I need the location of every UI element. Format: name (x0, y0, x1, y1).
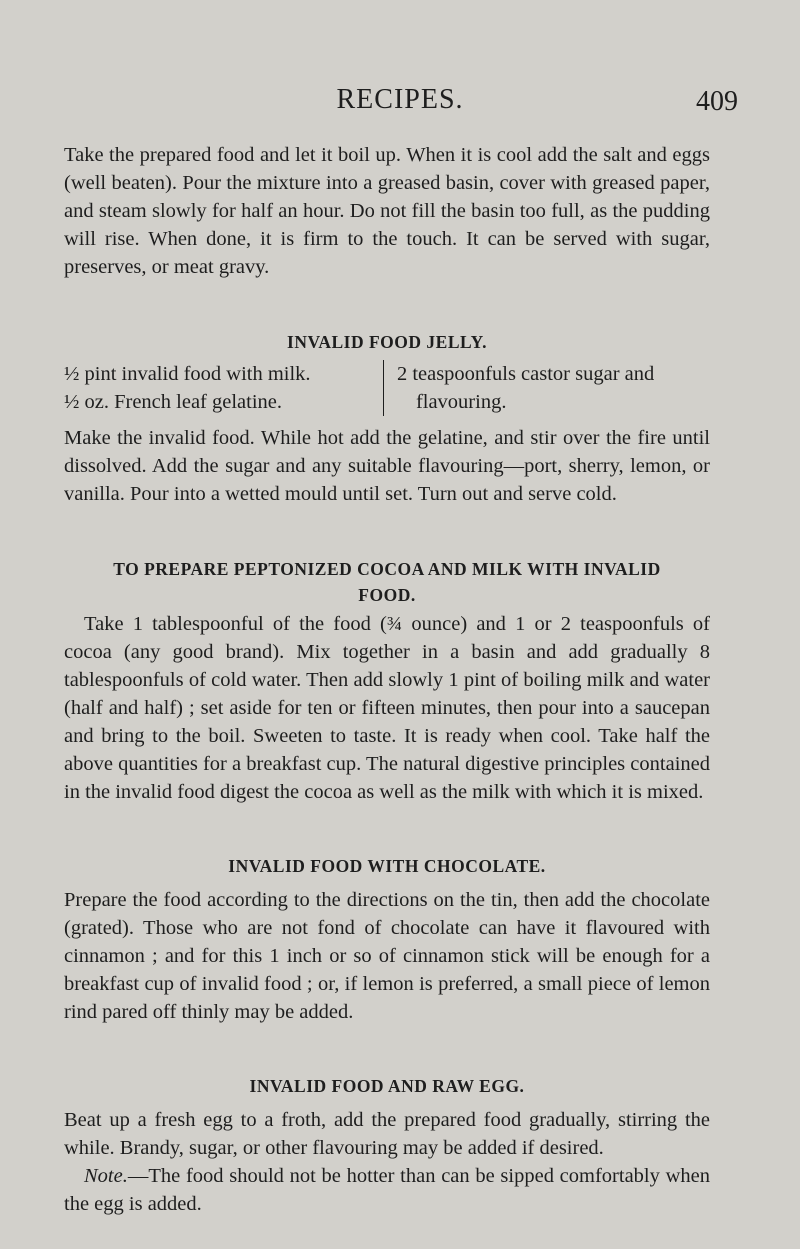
recipe-invalid-food-raw-egg (64, 1073, 710, 1218)
ingredient-item: ½ pint invalid food with milk. (64, 363, 311, 385)
section-title: INVALID FOOD WITH CHOCOLATE. (228, 856, 546, 876)
section-title: INVALID FOOD JELLY. (287, 332, 487, 352)
page-header (0, 84, 800, 124)
intro-paragraph: Take the prepared food and let it boil up. When it is cool add the salt and eggs (well beaten). Pour the mixture into a greased basin, cover with greased paper, and steam slowly for half an hour. Do not fill the basin too full, as the pudding will rise. When done, it is firm to the touch. It can be served with sugar, preserves, or meat gravy. (64, 144, 710, 278)
section-title: TO PREPARE PEPTONIZED COCOA AND MILK WITH INVALID FOOD. (113, 559, 661, 605)
ingredients-list (64, 360, 710, 416)
page-number: 409 (696, 86, 738, 117)
recipe-invalid-food-chocolate (64, 853, 710, 1026)
recipe-paragraph: Prepare the food according to the directions on the tin, then add the chocolate (grated). Those who are not fond of chocolate can have it flavoured with cinnamon ; and for this 1 inch or so of cinnamon stick will be enough for a breakfast cup of invalid food ; or, if lemon is preferred, a small piece of lemon rind pared off thinly may be added. (64, 889, 710, 1023)
note-label: Note. (84, 1165, 128, 1187)
ingredient-item-continued: flavouring. (415, 391, 507, 413)
recipe-paragraph: Make the invalid food. While hot add the gelatine, and stir over the fire until dissolved. Add the sugar and any suitable flavouring—port, sherry, lemon, or vanilla. Pour into a wetted mould until set. Turn out and serve cold. (64, 427, 710, 505)
recipe-paragraph: Take 1 tablespoonful of the food (¾ ounce) and 1 or 2 teaspoonfuls of cocoa (any good brand). Mix together in a basin and add gradually 8 tablespoonfuls of cold water. Then add slowly 1 pint of boiling milk and water (half and half) ; set aside for ten or fifteen minutes, then pour into a saucepan and bring to the boil. Sweeten to taste. It is ready when cool. Take half the above quantities for a breakfast cup. The natural digestive principles contained in the invalid food digest the cocoa as well as the milk with which it is mixed. (64, 613, 710, 803)
ingredient-item: ½ oz. French leaf gelatine. (64, 391, 283, 413)
ingredients-left-column (64, 360, 384, 416)
page-content (64, 141, 710, 1218)
note-paragraph (64, 1162, 710, 1218)
recipe-invalid-food-jelly (64, 329, 710, 508)
recipe-peptonized-cocoa (64, 556, 710, 806)
ingredient-item: 2 teaspoonfuls castor sugar and (396, 363, 655, 385)
note-text: —The food should not be hotter than can be sipped comfortably when the egg is added. (64, 1165, 710, 1215)
section-title: INVALID FOOD AND RAW EGG. (249, 1076, 525, 1096)
recipe-paragraph: Beat up a fresh egg to a froth, add the prepared food gradually, stirring the while. Brandy, sugar, or other flavouring may be added if desired. (64, 1109, 710, 1159)
running-title: RECIPES. (336, 84, 464, 115)
ingredients-right-column (384, 360, 710, 416)
